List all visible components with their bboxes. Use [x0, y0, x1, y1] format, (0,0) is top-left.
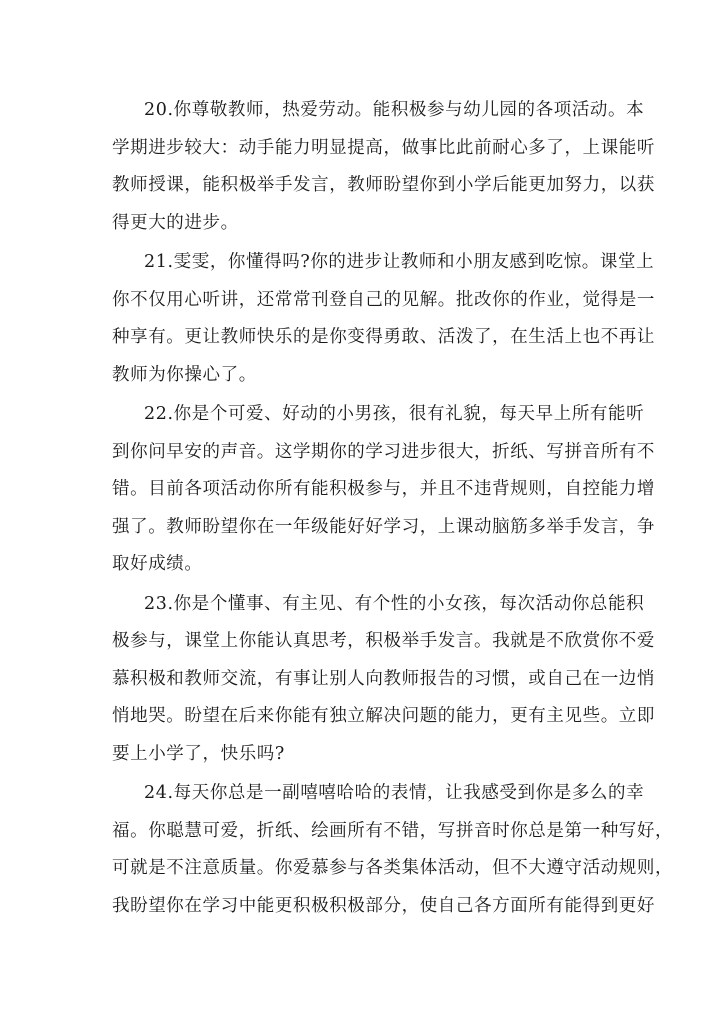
text-line: 福。你聪慧可爱，折纸、绘画所有不错，写拼音时你总是第一种写好，	[112, 820, 674, 841]
text-line: 悄地哭。盼望在后来你能有独立解决问题的能力，更有主见些。立即	[112, 706, 655, 726]
text-line: 教师授课，能积极举手发言，教师盼望你到小学后能更加努力，以获	[112, 175, 655, 195]
text-line: 种享有。更让教师快乐的是你变得勇敢、活泼了，在生活上也不再让	[112, 327, 655, 347]
text-line: 到你问早安的声音。这学期你的学习进步很大，折纸、写拼音所有不	[112, 441, 655, 462]
text-line: 教师为你操心了。	[112, 364, 257, 385]
text-line: 24.每天你总是一副嘻嘻哈哈的表情，让我感受到你是多么的幸	[144, 783, 645, 803]
paragraph-24	[112, 775, 674, 925]
text-line: 21.雯雯，你懂得吗?你的进步让教师和小朋友感到吃惊。课堂上	[144, 252, 655, 272]
text-line: 学期进步较大：动手能力明显提高，做事比此前耐心多了，上课能听	[112, 137, 655, 158]
text-line: 极参与，课堂上你能认真思考，积极举手发言。我就是不欣赏你不爱	[112, 631, 655, 651]
text-line: 我盼望你在学习中能更积极积极部分，使自己各方面所有能得到更好	[112, 895, 655, 916]
paragraph-22	[112, 396, 655, 584]
text-line: 慕积极和教师交流，有事让别人向教师报告的习惯，或自己在一边悄	[112, 668, 655, 689]
paragraph-20	[112, 92, 655, 242]
text-line: 20.你尊敬教师，热爱劳动。能积极参与幼儿园的各项活动。本	[144, 100, 645, 120]
text-line: 强了。教师盼望你在一年级能好好学习，上课动脑筋多举手发言，争	[112, 516, 655, 537]
text-line: 要上小学了，快乐吗?	[112, 743, 285, 764]
paragraph-23	[112, 586, 655, 774]
text-line: 得更大的进步。	[112, 212, 239, 233]
text-line: 23.你是个懂事、有主见、有个性的小女孩，每次活动你总能积	[144, 593, 645, 614]
text-line: 错。目前各项活动你所有能积极参与，并且不违背规则，自控能力增	[112, 479, 655, 499]
document-body	[112, 92, 674, 927]
text-line: 可就是不注意质量。你爱慕参与各类集体活动，但不大遵守活动规则，	[112, 858, 674, 878]
paragraph-21	[112, 244, 655, 394]
text-line: 22.你是个可爱、好动的小男孩，很有礼貌，每天早上所有能听	[144, 404, 645, 424]
text-line: 取好成绩。	[112, 554, 203, 574]
text-line: 你不仅用心听讲，还常常刊登自己的见解。批改你的作业，觉得是一	[112, 289, 655, 310]
